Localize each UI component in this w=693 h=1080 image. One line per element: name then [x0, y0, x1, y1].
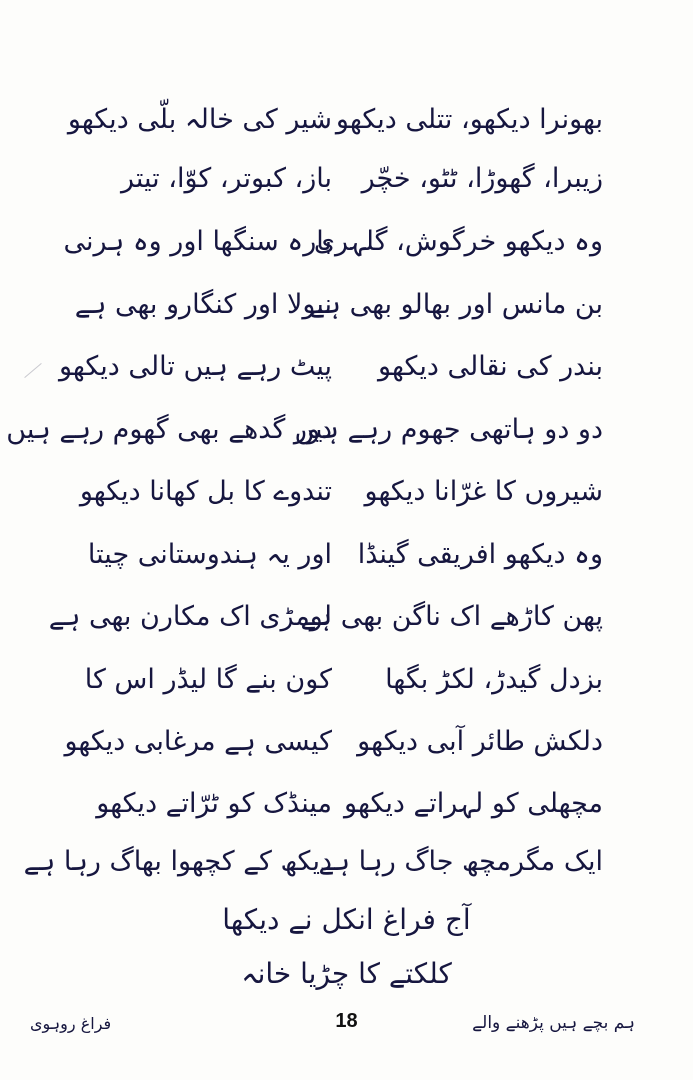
couplet — [0, 720, 693, 778]
couplet — [0, 658, 693, 716]
couplet — [0, 98, 693, 156]
couplet-left-line: لومڑی اک مکارن بھی ہے — [48, 601, 332, 632]
page-footer — [0, 1010, 693, 1046]
couplet-right-line: بزدل گیدڑ، لکڑ بگھا — [385, 664, 603, 695]
couplet-right-line: دلکش طائر آبی دیکھو — [357, 726, 603, 757]
couplet — [0, 220, 693, 278]
couplet-left-line: دیکھ کے کچھوا بھاگ رہا ہے — [23, 846, 332, 877]
couplet-right-line: ایک مگرمچھ جاگ رہا ہے — [318, 846, 603, 877]
couplet-right-line: وہ دیکھو خرگوش، گلہری — [313, 226, 603, 257]
couplet-right-line: شیروں کا غرّانا دیکھو — [364, 476, 603, 507]
couplet-left-line: کیسی ہے مرغابی دیکھو — [64, 726, 332, 757]
couplet — [0, 533, 693, 591]
page-number: 18 — [335, 1010, 358, 1032]
couplet-right-line: مچھلی کو لہراتے دیکھو — [344, 788, 603, 819]
couplet-left-line: باز، کبوتر، کوّا، تیتر — [120, 163, 332, 194]
couplet — [0, 408, 693, 466]
couplet-right-line: وہ دیکھو افریقی گینڈا — [357, 539, 603, 570]
couplet-left-line: شیر کی خالہ بلّی دیکھو — [67, 104, 332, 135]
couplet — [0, 283, 693, 341]
couplet — [0, 595, 693, 653]
couplet-left-line: پیٹ رہے ہیں تالی دیکھو — [58, 351, 332, 382]
couplet-right-line: دو دو ہاتھی جھوم رہے ہیں — [294, 414, 603, 445]
couplet — [0, 470, 693, 528]
couplet-left-line: مینڈک کو ٹرّاتے دیکھو — [96, 788, 332, 819]
couplet-left-line: تندوے کا بل کھانا دیکھو — [79, 476, 332, 507]
couplet-right-line: بھونرا دیکھو، تتلی دیکھو — [335, 104, 603, 135]
couplet-left-line: نیولا اور کنگارو بھی ہے — [74, 289, 332, 320]
couplet-left-line: کون بنے گا لیڈر اس کا — [84, 664, 332, 695]
closing-line: آج فراغ انکل نے دیکھا — [222, 903, 471, 936]
couplet-right-line: زیبرا، گھوڑا، ٹٹو، خچّر — [361, 163, 603, 194]
couplet-right-line: پھن کاڑھے اک ناگن بھی ہے — [300, 601, 603, 632]
couplet-left-line: دور گدھے بھی گھوم رہے ہیں — [6, 414, 332, 445]
couplet-right-line: بن مانس اور بھالو بھی ہے — [309, 289, 603, 320]
couplet-left-line: بارہ سنگھا اور وہ ہرنی — [63, 226, 332, 257]
couplet — [0, 782, 693, 840]
couplet — [0, 157, 693, 215]
couplet — [0, 840, 693, 898]
book-title: ہم بچے ہیں پڑھنے والے — [472, 1013, 635, 1033]
couplet-right-line: بندر کی نقالی دیکھو — [378, 351, 603, 382]
poet-name: فراغ روہوی — [30, 1014, 112, 1033]
closing-line: کلکتے کا چڑیا خانہ — [241, 957, 452, 990]
couplet — [0, 345, 693, 403]
couplet-left-line: اور یہ ہندوستانی چیتا — [87, 539, 332, 570]
